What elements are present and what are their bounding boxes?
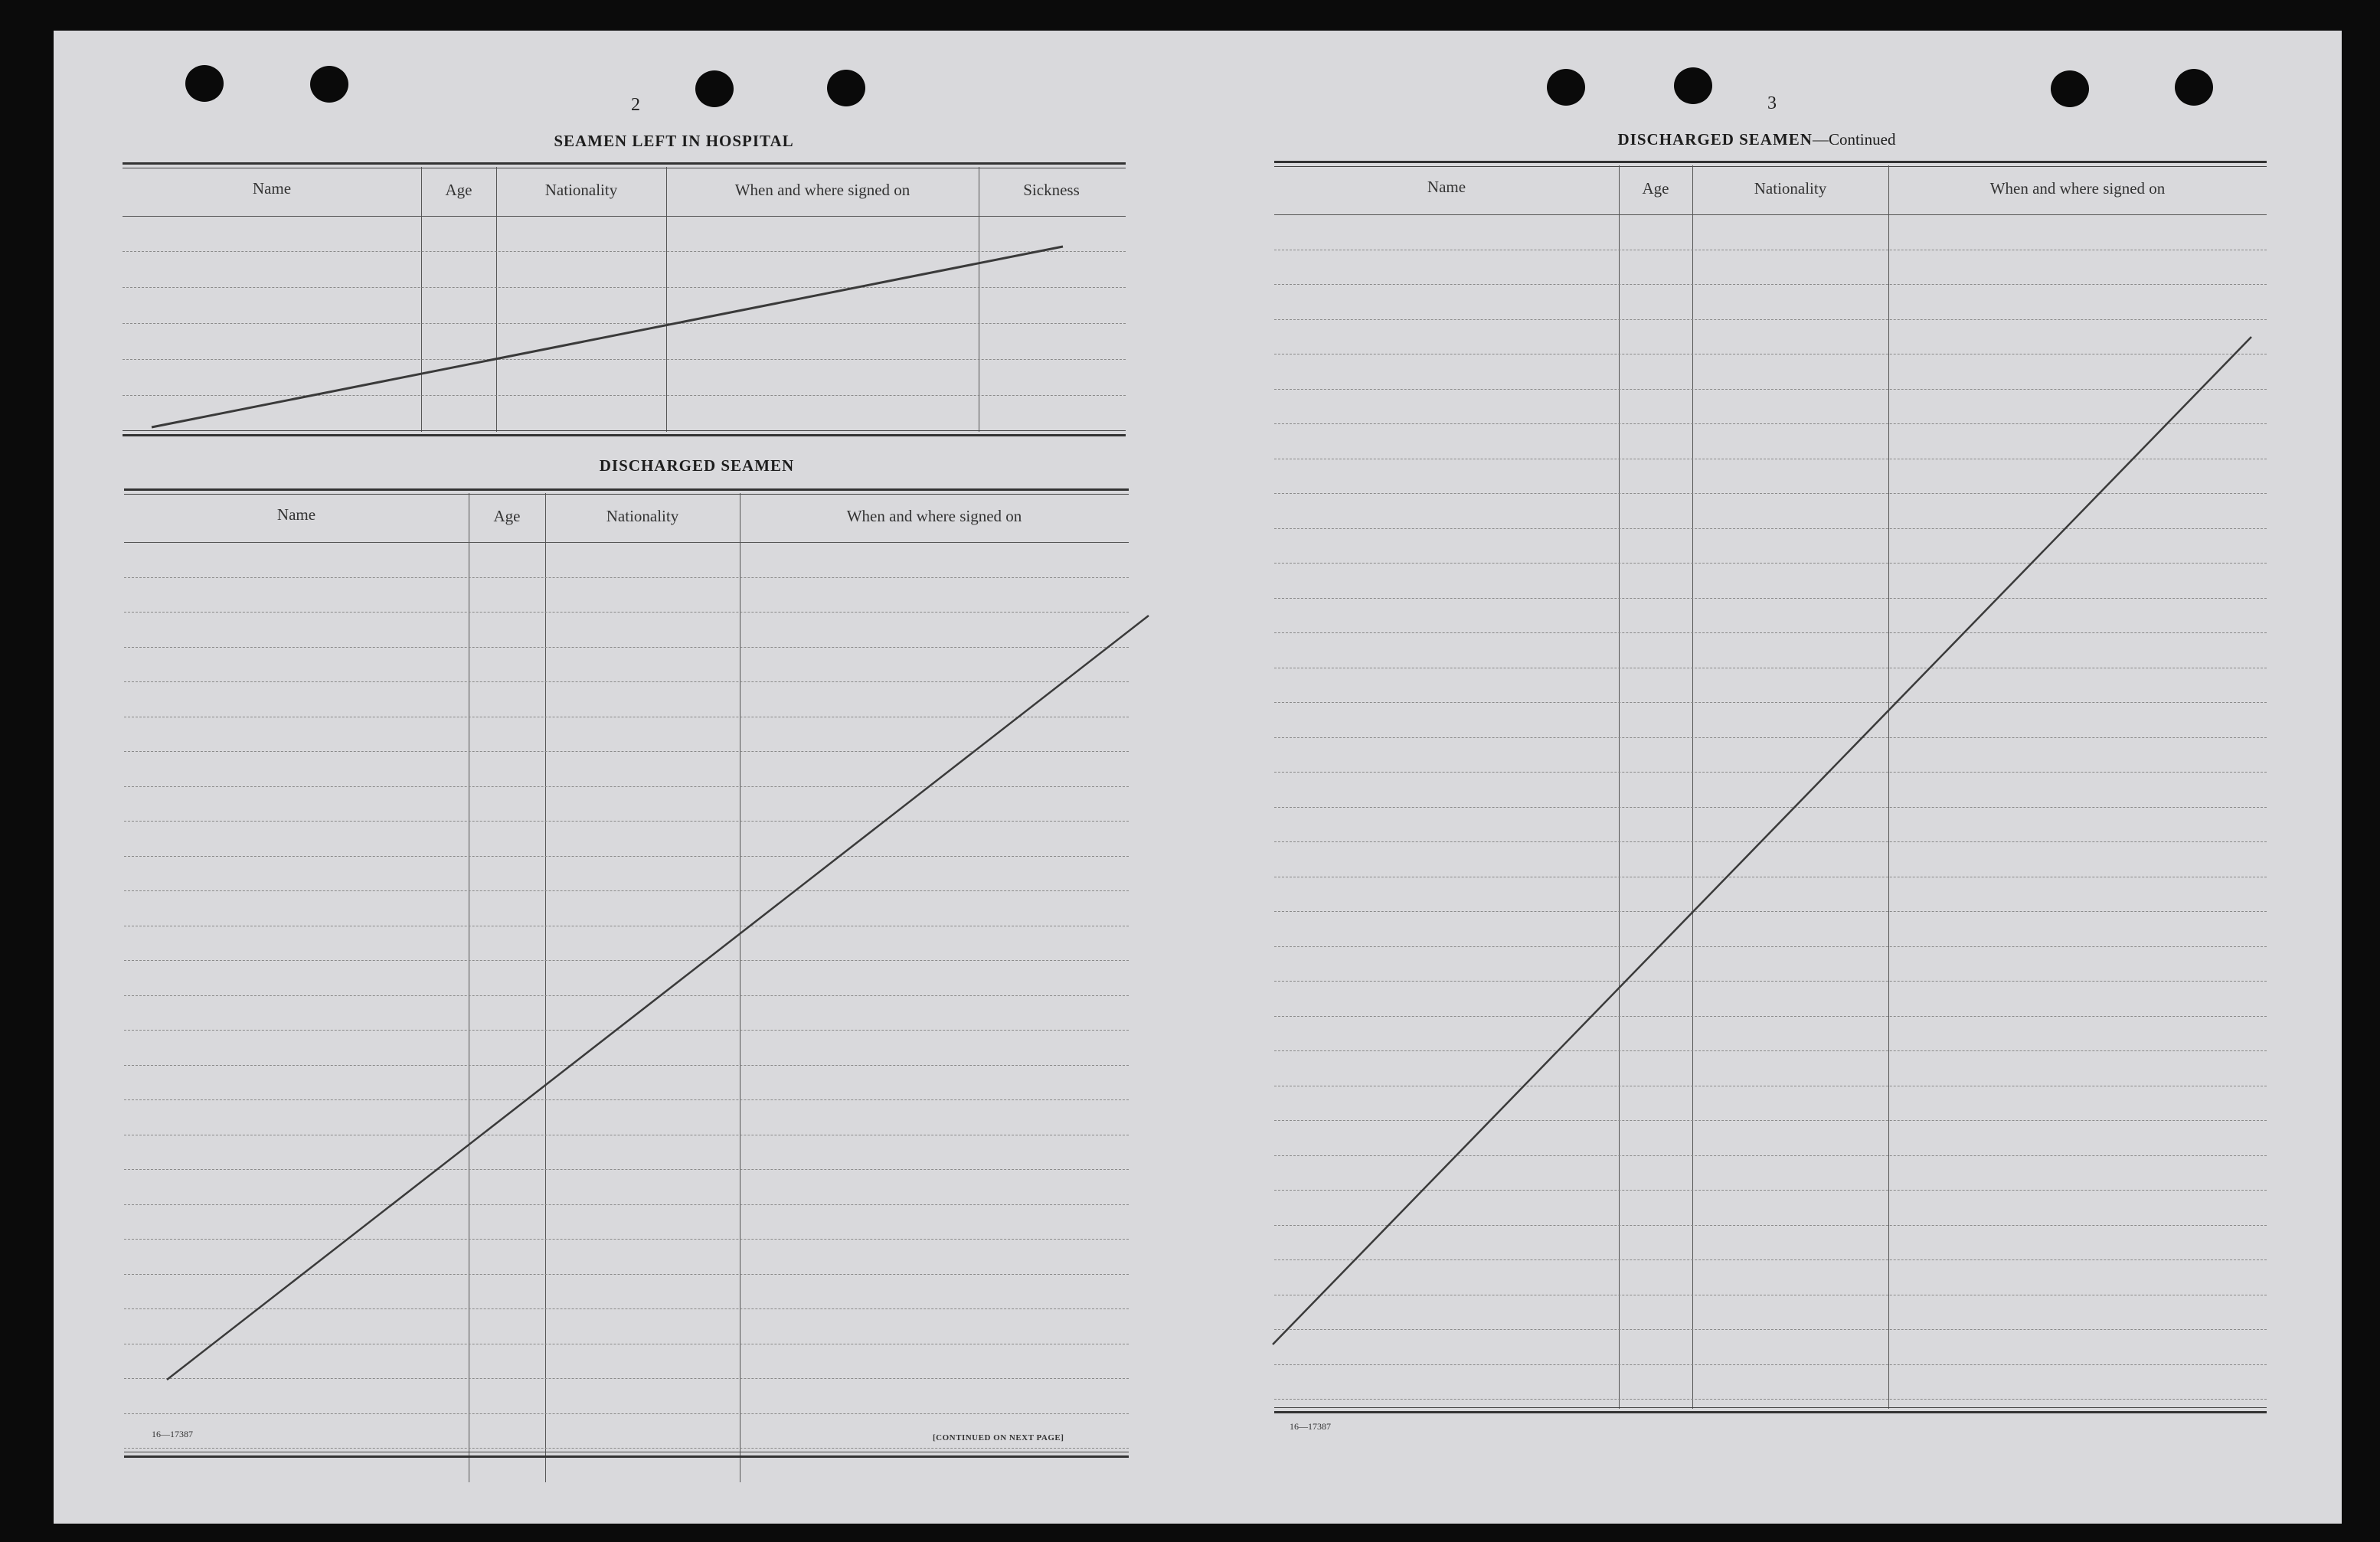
column-header-nationality: Nationality [1754,179,1827,198]
strike-lines [54,31,2342,1524]
continued-note: [CONTINUED ON NEXT PAGE] [933,1433,1064,1442]
page-number: 2 [631,95,640,115]
column-header-age: Age [1642,179,1669,198]
column-header-age: Age [493,507,521,525]
hospital-strike-line [152,247,1063,427]
column-header-signed-on: When and where signed on [734,181,910,199]
column-header-signed-on: When and where signed on [1989,179,2166,198]
form-number: 16—17387 [152,1429,193,1439]
title-text: DISCHARGED SEAMEN [1617,130,1813,149]
column-header-name: Name [252,179,292,198]
column-header-name: Name [276,505,316,524]
continued-strike-line [1273,337,2251,1344]
column-header-nationality: Nationality [606,507,679,525]
hospital-section-title: SEAMEN LEFT IN HOSPITAL [554,132,794,150]
title-suffix: —Continued [1812,130,1896,149]
column-header-signed-on: When and where signed on [846,507,1022,525]
form-number: 16—17387 [1290,1421,1331,1432]
discharged-strike-line [167,616,1149,1380]
column-header-sickness: Sickness [1023,181,1080,199]
column-header-age: Age [445,181,472,199]
discharged-section-title: DISCHARGED SEAMEN [599,456,795,475]
document-paper [54,31,2342,1524]
page-number: 3 [1767,93,1777,113]
column-header-name: Name [1427,178,1466,196]
column-header-nationality: Nationality [544,181,618,199]
